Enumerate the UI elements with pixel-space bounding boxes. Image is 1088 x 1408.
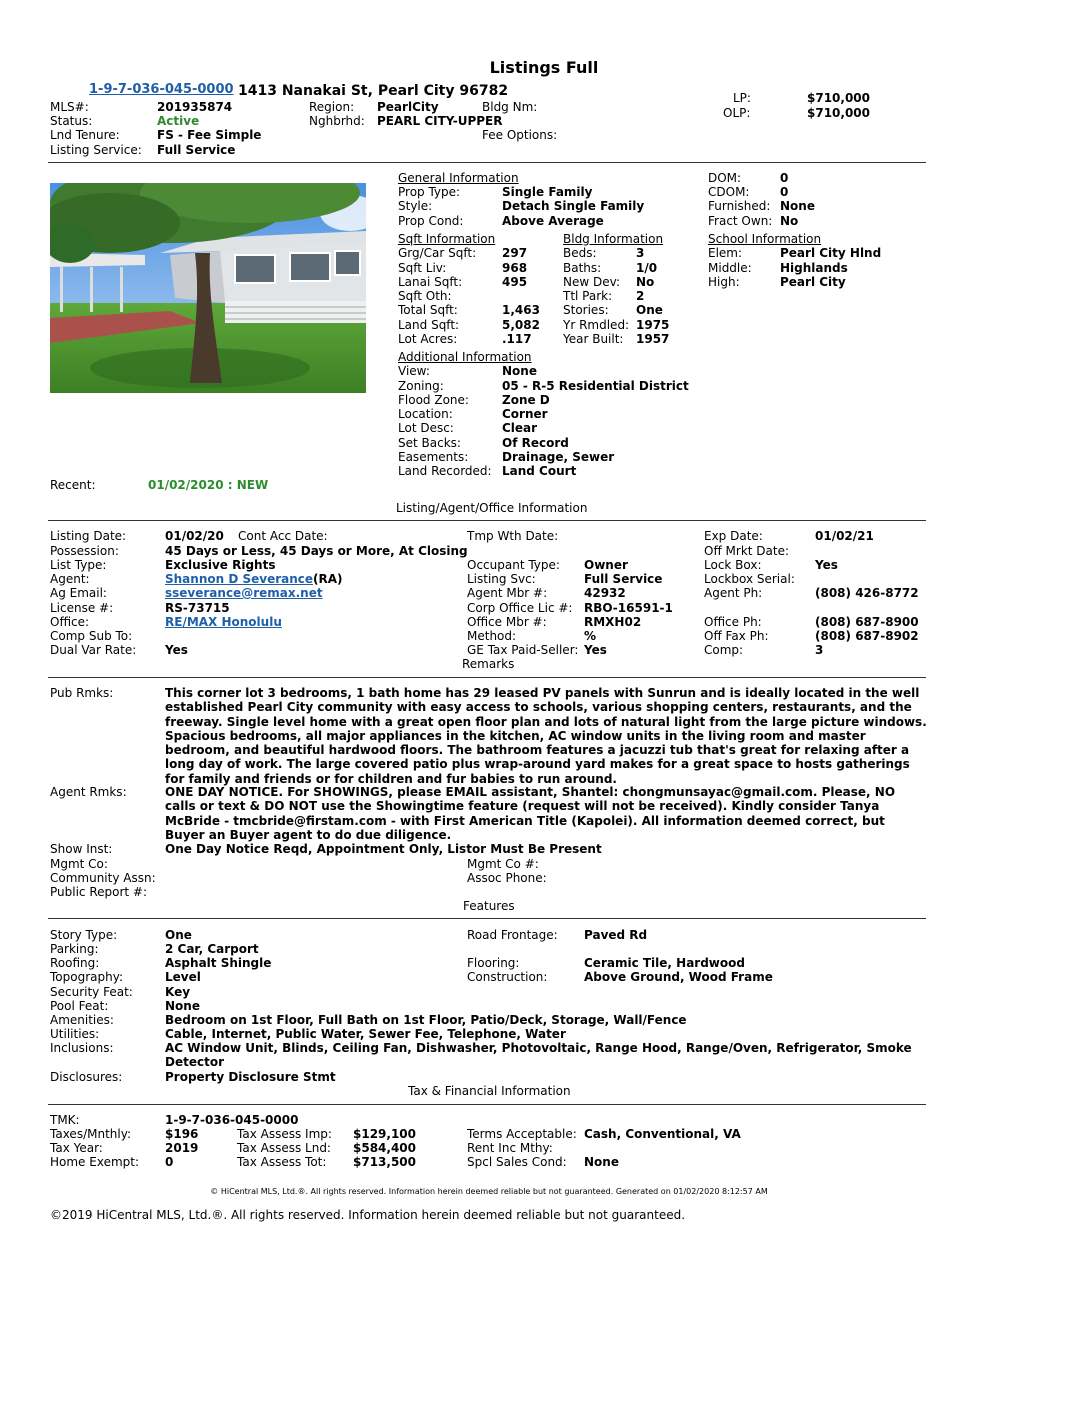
agent-entry xyxy=(165,572,343,586)
sqft-liv-label: Sqft Liv: xyxy=(398,261,447,275)
baths-label: Baths: xyxy=(563,261,602,275)
baths-value: 1/0 xyxy=(636,261,658,275)
lot-acres-label: Lot Acres: xyxy=(398,332,458,346)
ttl-park-label: Ttl Park: xyxy=(563,289,613,303)
listing-service-value: Full Service xyxy=(157,143,236,157)
section-tax: Tax & Financial Information xyxy=(408,1084,571,1098)
lanai-sqft-label: Lanai Sqft: xyxy=(398,275,463,289)
tmk-link[interactable]: 1-9-7-036-045-0000 xyxy=(89,82,234,97)
zoning-label: Zoning: xyxy=(398,379,444,393)
cont-acc-date-label: Cont Acc Date: xyxy=(238,529,328,543)
mls-label: MLS#: xyxy=(50,100,89,114)
sqft-oth-label: Sqft Oth: xyxy=(398,289,452,303)
spcl-sales-value: None xyxy=(584,1155,619,1169)
story-type-label: Story Type: xyxy=(50,928,118,942)
assess-tot-label: Tax Assess Tot: xyxy=(237,1155,327,1169)
flood-zone-value: Zone D xyxy=(502,393,550,407)
agent-remarks: ONE DAY NOTICE. For SHOWINGS, please EMAIL assistant, Shantel: chongmunsayac@gmail.com. Please, NO calls or text & DO NOT use the Showingtime feature (request will not be received). Kindly consider Tanya McBride - tmcbride@firstam.com - with First American Title (Kapolei). All information deemed correct, but Buyer an Buyer agent to do due diligence. xyxy=(165,785,896,842)
topography-label: Topography: xyxy=(50,970,123,984)
list-type-label: List Type: xyxy=(50,558,107,572)
license-value: RS-73715 xyxy=(165,601,230,615)
page-title: Listings Full xyxy=(489,58,599,77)
agent-label: Agent: xyxy=(50,572,90,586)
agent-ph-value: (808) 426-8772 xyxy=(815,586,919,600)
comp-sub-label: Comp Sub To: xyxy=(50,629,133,643)
possession-label: Possession: xyxy=(50,544,119,558)
cdom-label: CDOM: xyxy=(708,185,750,199)
dual-var-value: Yes xyxy=(165,643,188,657)
listing-date-label: Listing Date: xyxy=(50,529,127,543)
nghbrhd-label: Nghbrhd: xyxy=(309,114,365,128)
assoc-phone-label: Assoc Phone: xyxy=(467,871,547,885)
land-sqft-label: Land Sqft: xyxy=(398,318,460,332)
lnd-tenure-label: Lnd Tenure: xyxy=(50,128,120,142)
spcl-sales-label: Spcl Sales Cond: xyxy=(467,1155,567,1169)
additional-info-heading: Additional Information xyxy=(398,350,532,364)
cdom-value: 0 xyxy=(780,185,789,199)
footer-copyright: ©2019 HiCentral MLS, Ltd.®. All rights reserved. Information herein deemed reliable but not guaranteed. xyxy=(50,1208,686,1222)
set-backs-label: Set Backs: xyxy=(398,436,461,450)
land-recorded-value: Land Court xyxy=(502,464,577,478)
lot-desc-label: Lot Desc: xyxy=(398,421,454,435)
view-label: View: xyxy=(398,364,430,378)
office-mbr-label: Office Mbr #: xyxy=(467,615,547,629)
nghbrhd-value: PEARL CITY-UPPER xyxy=(377,114,503,128)
possession-value: 45 Days or Less, 45 Days or More, At Closing xyxy=(165,544,468,558)
region-label: Region: xyxy=(309,100,355,114)
off-fax-label: Off Fax Ph: xyxy=(704,629,769,643)
office-mbr-value: RMXH02 xyxy=(584,615,642,629)
comp-value: 3 xyxy=(815,643,824,657)
method-value: % xyxy=(584,629,597,643)
show-inst-value: One Day Notice Reqd, Appointment Only, Listor Must Be Present xyxy=(165,842,602,856)
tax-year-label: Tax Year: xyxy=(50,1141,103,1155)
yr-rmdled-value: 1975 xyxy=(636,318,670,332)
listing-service-label: Listing Service: xyxy=(50,143,142,157)
tmk-value: 1-9-7-036-045-0000 xyxy=(165,1113,299,1127)
bldg-info-heading: Bldg Information xyxy=(563,232,664,246)
ag-email-link[interactable]: sseverance@remax.net xyxy=(165,586,323,600)
total-sqft-label: Total Sqft: xyxy=(398,303,458,317)
fract-own-value: No xyxy=(780,214,799,228)
disclosures-value: Property Disclosure Stmt xyxy=(165,1070,336,1084)
exp-date-label: Exp Date: xyxy=(704,529,763,543)
taxes-label: Taxes/Mnthly: xyxy=(50,1127,131,1141)
office-label: Office: xyxy=(50,615,90,629)
status-label: Status: xyxy=(50,114,93,128)
security-value: Key xyxy=(165,985,191,999)
new-dev-value: No xyxy=(636,275,655,289)
location-value: Corner xyxy=(502,407,548,421)
license-label: License #: xyxy=(50,601,114,615)
set-backs-value: Of Record xyxy=(502,436,569,450)
agent-suffix: (RA) xyxy=(313,572,343,586)
utilities-value: Cable, Internet, Public Water, Sewer Fee, Telephone, Water xyxy=(165,1027,566,1041)
middle-value: Highlands xyxy=(780,261,848,275)
exp-date-value: 01/02/21 xyxy=(815,529,874,543)
corp-lic-label: Corp Office Lic #: xyxy=(467,601,573,615)
rent-inc-label: Rent Inc Mthy: xyxy=(467,1141,553,1155)
section-features: Features xyxy=(463,899,515,913)
tmk-label: TMK: xyxy=(50,1113,80,1127)
dom-label: DOM: xyxy=(708,171,742,185)
parking-value: 2 Car, Carport xyxy=(165,942,259,956)
high-label: High: xyxy=(708,275,740,289)
lp-value: $710,000 xyxy=(807,91,871,105)
roofing-label: Roofing: xyxy=(50,956,100,970)
grg-sqft-label: Grg/Car Sqft: xyxy=(398,246,477,260)
ge-tax-label: GE Tax Paid-Seller: xyxy=(467,643,579,657)
road-frontage-label: Road Frontage: xyxy=(467,928,558,942)
furnished-label: Furnished: xyxy=(708,199,771,213)
section-listing-agent: Listing/Agent/Office Information xyxy=(396,501,588,515)
dual-var-label: Dual Var Rate: xyxy=(50,643,137,657)
furnished-value: None xyxy=(780,199,815,213)
flooring-label: Flooring: xyxy=(467,956,520,970)
construction-label: Construction: xyxy=(467,970,548,984)
high-value: Pearl City xyxy=(780,275,846,289)
house-image xyxy=(50,183,366,393)
easements-label: Easements: xyxy=(398,450,469,464)
roofing-value: Asphalt Shingle xyxy=(165,956,272,970)
grg-sqft-value: 297 xyxy=(502,246,528,260)
olp-value: $710,000 xyxy=(807,106,871,120)
flood-zone-label: Flood Zone: xyxy=(398,393,469,407)
recent-label: Recent: xyxy=(50,478,96,492)
occupant-type-value: Owner xyxy=(584,558,628,572)
parking-label: Parking: xyxy=(50,942,99,956)
prop-cond-label: Prop Cond: xyxy=(398,214,464,228)
elem-value: Pearl City Hlnd xyxy=(780,246,882,260)
olp-label: OLP: xyxy=(723,106,751,120)
occupant-type-label: Occupant Type: xyxy=(467,558,560,572)
middle-label: Middle: xyxy=(708,261,752,275)
agent-mbr-label: Agent Mbr #: xyxy=(467,586,548,600)
agent-mbr-value: 42932 xyxy=(584,586,626,600)
new-dev-label: New Dev: xyxy=(563,275,621,289)
taxes-value: $196 xyxy=(165,1127,199,1141)
disclosures-label: Disclosures: xyxy=(50,1070,123,1084)
listing-svc-value: Full Service xyxy=(584,572,663,586)
stories-value: One xyxy=(636,303,663,317)
lockbox-serial-label: Lockbox Serial: xyxy=(704,572,795,586)
section-remarks: Remarks xyxy=(462,657,515,671)
beds-value: 3 xyxy=(636,246,645,260)
bldg-nm-label: Bldg Nm: xyxy=(482,100,538,114)
assess-imp-label: Tax Assess Imp: xyxy=(237,1127,332,1141)
pub-remarks: This corner lot 3 bedrooms, 1 bath home has 29 leased PV panels with Sunrun and is ideally located in the well established Pearl City community with easy access to schools, various shopping centers, restaurants, and the freeway. Single level home with a great open floor plan and lots of natural light from the large picture windows. Spacious bedrooms, all major appliances in the kitchen, AC window units in the living room and master bedroom, and beautiful hardwood floors. The bathroom features a jacuzzi tub that's great for relaxing after a long day of work. The large covered patio plus wrap-around yard makes for a great space to hosts gatherings for family and friends or for children and fur babies to run around. xyxy=(165,686,927,786)
elem-label: Elem: xyxy=(708,246,743,260)
fee-options-label: Fee Options: xyxy=(482,128,558,142)
school-info-heading: School Information xyxy=(708,232,822,246)
flooring-value: Ceramic Tile, Hardwood xyxy=(584,956,745,970)
style-label: Style: xyxy=(398,199,433,213)
amenities-label: Amenities: xyxy=(50,1013,114,1027)
region-value: PearlCity xyxy=(377,100,439,114)
beds-label: Beds: xyxy=(563,246,597,260)
divider xyxy=(48,162,926,163)
agent-link[interactable]: Shannon D Severance xyxy=(165,572,314,586)
ttl-park-value: 2 xyxy=(636,289,645,303)
construction-value: Above Ground, Wood Frame xyxy=(584,970,773,984)
lanai-sqft-value: 495 xyxy=(502,275,528,289)
security-label: Security Feat: xyxy=(50,985,133,999)
home-exempt-label: Home Exempt: xyxy=(50,1155,140,1169)
pool-label: Pool Feat: xyxy=(50,999,109,1013)
land-sqft-value: 5,082 xyxy=(502,318,540,332)
sqft-info-heading: Sqft Information xyxy=(398,232,496,246)
fract-own-label: Fract Own: xyxy=(708,214,773,228)
community-assn-label: Community Assn: xyxy=(50,871,156,885)
list-type-value: Exclusive Rights xyxy=(165,558,276,572)
listing-date-value: 01/02/20 xyxy=(165,529,224,543)
divider xyxy=(48,677,926,678)
location-label: Location: xyxy=(398,407,453,421)
mls-value: 201935874 xyxy=(157,100,233,114)
terms-value: Cash, Conventional, VA xyxy=(584,1127,741,1141)
agent-ph-label: Agent Ph: xyxy=(704,586,763,600)
office-ph-label: Office Ph: xyxy=(704,615,762,629)
home-exempt-value: 0 xyxy=(165,1155,174,1169)
off-fax-value: (808) 687-8902 xyxy=(815,629,919,643)
tmp-wth-date-label: Tmp Wth Date: xyxy=(467,529,559,543)
sqft-liv-value: 968 xyxy=(502,261,528,275)
lock-box-label: Lock Box: xyxy=(704,558,762,572)
amenities-value: Bedroom on 1st Floor, Full Bath on 1st Floor, Patio/Deck, Storage, Wall/Fence xyxy=(165,1013,687,1027)
lock-box-value: Yes xyxy=(815,558,838,572)
tax-year-value: 2019 xyxy=(165,1141,199,1155)
view-value: None xyxy=(502,364,537,378)
yr-built-value: 1957 xyxy=(636,332,670,346)
office-ph-value: (808) 687-8900 xyxy=(815,615,919,629)
lot-desc-value: Clear xyxy=(502,421,538,435)
ag-email-label: Ag Email: xyxy=(50,586,107,600)
utilities-label: Utilities: xyxy=(50,1027,100,1041)
zoning-value: 05 - R-5 Residential District xyxy=(502,379,689,393)
lnd-tenure-value: FS - Fee Simple xyxy=(157,128,262,142)
road-frontage-value: Paved Rd xyxy=(584,928,648,942)
property-address: 1413 Nanakai St, Pearl City 96782 xyxy=(238,83,509,99)
show-inst-label: Show Inst: xyxy=(50,842,113,856)
dom-value: 0 xyxy=(780,171,789,185)
ge-tax-value: Yes xyxy=(584,643,607,657)
property-photo[interactable] xyxy=(50,183,366,393)
mgmt-co-label: Mgmt Co: xyxy=(50,857,108,871)
divider xyxy=(48,520,926,521)
assess-tot-value: $713,500 xyxy=(353,1155,417,1169)
inclusions-value: AC Window Unit, Blinds, Ceiling Fan, Dishwasher, Photovoltaic, Range Hood, Range/Oven, Refrigerator, Smoke Detector xyxy=(165,1041,912,1070)
prop-cond-value: Above Average xyxy=(502,214,604,228)
style-value: Detach Single Family xyxy=(502,199,645,213)
footer-disclaimer: © HiCentral MLS, Ltd.®. All rights reserved. Information herein deemed reliable but not guaranteed. Generated on 01/02/2020 8:12:57 AM xyxy=(210,1187,768,1196)
public-report-label: Public Report #: xyxy=(50,885,148,899)
recent-value: 01/02/2020 : NEW xyxy=(148,478,269,492)
yr-built-label: Year Built: xyxy=(563,332,624,346)
assess-lnd-label: Tax Assess Lnd: xyxy=(237,1141,331,1155)
inclusions-label: Inclusions: xyxy=(50,1041,114,1055)
off-mrkt-date-label: Off Mrkt Date: xyxy=(704,544,790,558)
agent-rmks-label: Agent Rmks: xyxy=(50,785,127,799)
pool-value: None xyxy=(165,999,200,1013)
story-type-value: One xyxy=(165,928,192,942)
corp-lic-value: RBO-16591-1 xyxy=(584,601,673,615)
total-sqft-value: 1,463 xyxy=(502,303,540,317)
divider xyxy=(48,918,926,919)
topography-value: Level xyxy=(165,970,201,984)
lot-acres-value: .117 xyxy=(502,332,532,346)
yr-rmdled-label: Yr Rmdled: xyxy=(563,318,630,332)
prop-type-value: Single Family xyxy=(502,185,593,199)
prop-type-label: Prop Type: xyxy=(398,185,461,199)
terms-label: Terms Acceptable: xyxy=(467,1127,577,1141)
mgmt-co-num-label: Mgmt Co #: xyxy=(467,857,539,871)
lp-label: LP: xyxy=(733,91,751,105)
status-badge: Active xyxy=(157,114,200,128)
divider xyxy=(48,1104,926,1105)
office-link[interactable]: RE/MAX Honolulu xyxy=(165,615,282,629)
general-info-heading: General Information xyxy=(398,171,519,185)
listing-svc-label: Listing Svc: xyxy=(467,572,536,586)
pub-rmks-label: Pub Rmks: xyxy=(50,686,114,700)
easements-value: Drainage, Sewer xyxy=(502,450,615,464)
stories-label: Stories: xyxy=(563,303,609,317)
assess-lnd-value: $584,400 xyxy=(353,1141,417,1155)
comp-label: Comp: xyxy=(704,643,744,657)
land-recorded-label: Land Recorded: xyxy=(398,464,492,478)
assess-imp-value: $129,100 xyxy=(353,1127,417,1141)
method-label: Method: xyxy=(467,629,517,643)
